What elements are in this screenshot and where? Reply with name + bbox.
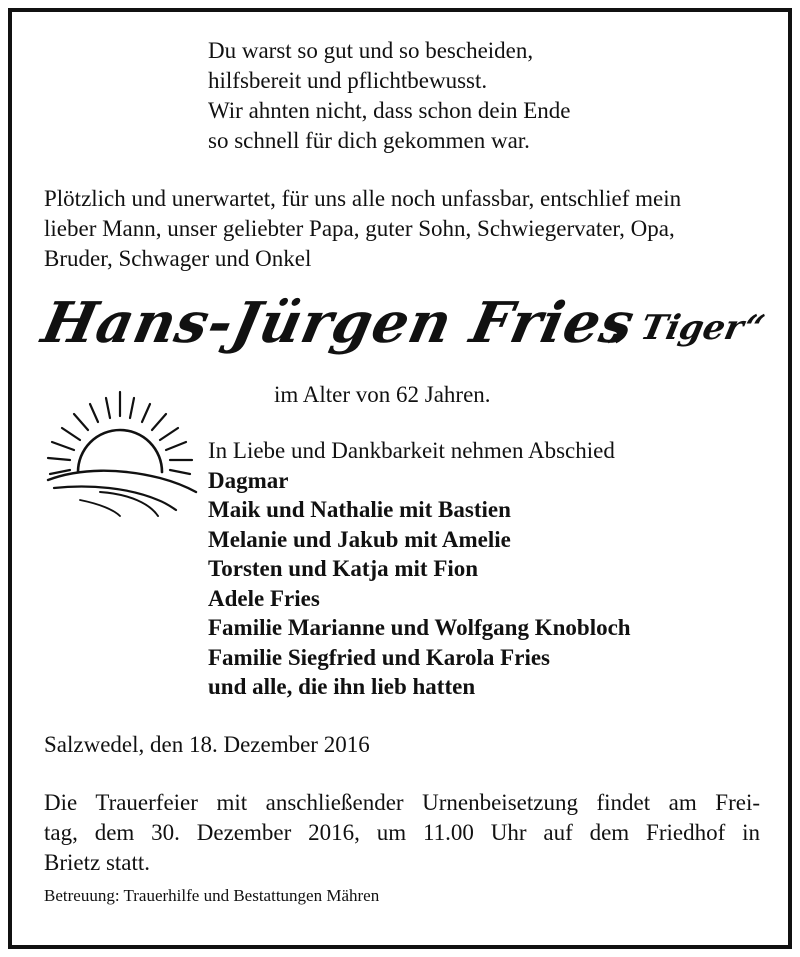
intro-line: lieber Mann, unser geliebter Papa, guter Sohn, Schwiegervater, Opa,: [44, 216, 675, 241]
deceased-name: Hans-Jürgen Fries: [36, 290, 641, 356]
mourners-list: [208, 436, 631, 702]
deceased-name-block: [36, 288, 766, 368]
mourner-name: Familie Marianne und Wolfgang Knobloch: [208, 615, 631, 640]
deceased-age: im Alter von 62 Jahren.: [274, 382, 491, 407]
place-and-date: Salzwedel, den 18. Dezember 2016: [44, 732, 370, 757]
funeral-line: Die Trauerfeier mit anschließender Urnenbeisetzung findet am Frei-: [44, 790, 760, 815]
poem-line: hilfsbereit und pflichtbewusst.: [208, 68, 488, 93]
intro-text: [44, 184, 760, 274]
mourner-name: Adele Fries: [208, 585, 320, 611]
mourner-name: Melanie und Jakub mit Amelie: [208, 526, 511, 552]
funeral-line: Brietz statt.: [44, 850, 151, 875]
poem-line: so schnell für dich gekommen war.: [208, 128, 530, 153]
funeral-details: [44, 788, 760, 878]
mourner-name: Torsten und Katja mit Fion: [208, 556, 479, 581]
mourners-lead: In Liebe und Dankbarkeit nehmen Abschied: [208, 438, 615, 463]
deceased-nickname: „ Tiger“: [605, 308, 768, 348]
funeral-line: tag, dem 30. Dezember 2016, um 11.00 Uhr auf dem Friedhof in: [44, 820, 760, 845]
mourner-name: Maik und Nathalie mit Bastien: [208, 497, 511, 522]
poem-line: Du warst so gut und so bescheiden,: [208, 38, 534, 63]
mourner-name: Dagmar: [208, 467, 289, 493]
poem: [208, 36, 571, 156]
mourner-name: Familie Siegfried und Karola Fries: [208, 644, 550, 670]
mourner-name: und alle, die ihn lieb hatten: [208, 674, 476, 699]
funeral-care-provider: Betreuung: Trauerhilfe und Bestattungen Mähren: [44, 886, 380, 905]
poem-line: Wir ahnten nicht, dass schon dein Ende: [208, 98, 571, 123]
sunset-over-hills-icon: [40, 388, 200, 520]
intro-line: Bruder, Schwager und Onkel: [44, 246, 312, 271]
intro-line: Plötzlich und unerwartet, für uns alle noch unfassbar, entschlief mein: [44, 186, 682, 211]
